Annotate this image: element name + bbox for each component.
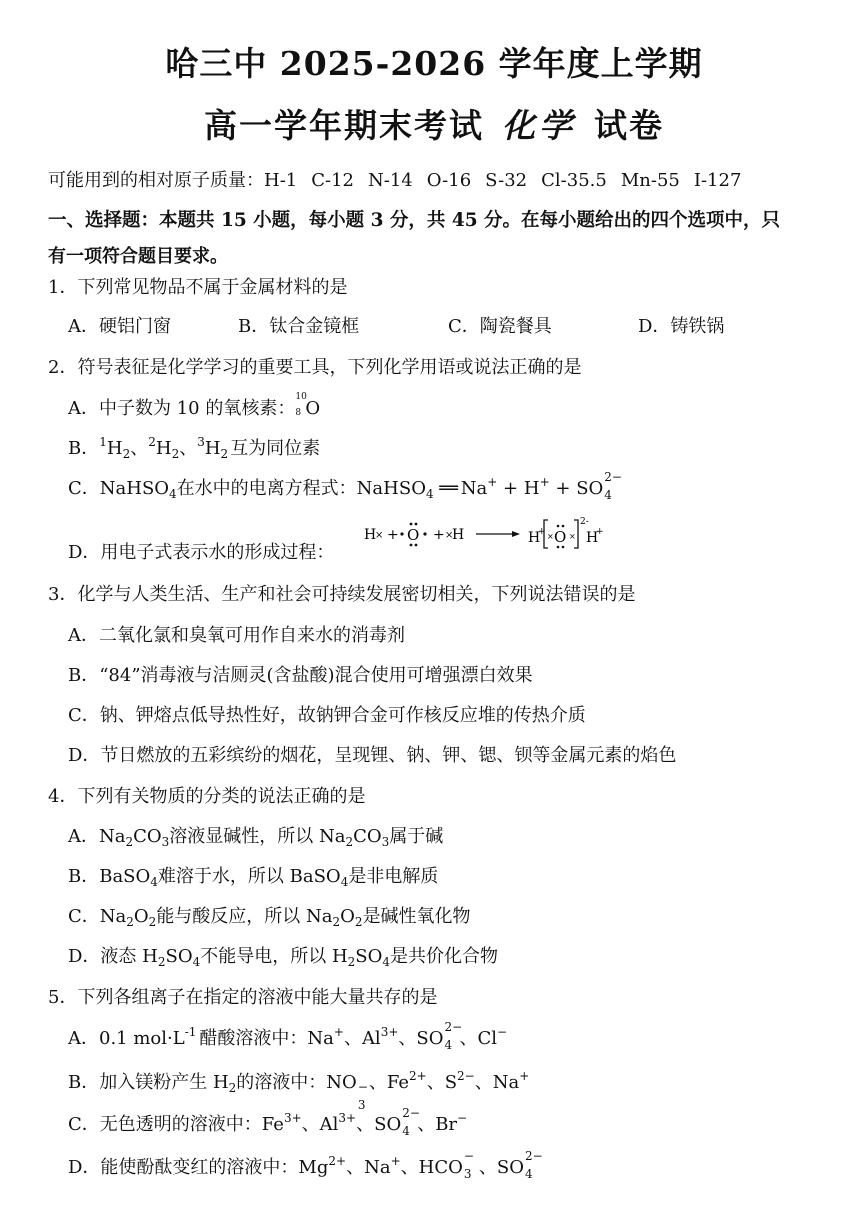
title-subject: 化学 [502,106,576,145]
charge: + [487,475,498,489]
svg-text:×: × [547,532,554,541]
charge: + [538,527,546,537]
formula: C．Na [68,906,127,927]
mass-item: C-12 [311,170,354,191]
ion-al: Al [361,1028,381,1049]
mass-number: 2 [148,435,156,449]
charge: − [357,1080,368,1094]
subscript: 4 [169,487,177,501]
separator: 、 [368,1072,387,1093]
ion-cl: Cl [477,1028,498,1049]
option-b[interactable]: B．“84”消毒液与洁厕灵(含盐酸)混合使用可增强漂白效果 [68,665,533,686]
subscript: 2 [126,915,134,929]
svg-text:+: + [387,527,399,543]
charge: + [539,475,550,489]
option-b-text: 难溶于水，所以 BaSO [157,866,341,887]
section-heading-line1: 一、选择题：本题共 15 小题，每小题 3 分，共 45 分。在每小题给出的四个选项中，只 [48,210,781,231]
option-a[interactable] [68,1020,508,1052]
option-label: B． [68,438,100,459]
charge: 2+ [408,1069,427,1083]
subscript: 3 [381,835,390,849]
subscript: 2 [228,1081,237,1095]
formula: O [340,906,355,927]
option-c[interactable] [68,470,622,502]
formula: C．NaHSO [68,478,170,499]
option-b[interactable] [68,1068,530,1112]
atomic-masses-label: 可能用到的相对原子质量： [48,170,264,191]
subscript: 2 [157,955,166,969]
mass-item: H-1 [264,170,298,191]
subscript: 4 [444,1038,453,1052]
element-symbol: H [204,438,221,459]
charge: + [596,527,604,537]
exam-title-course [0,100,868,147]
mass-item: I-127 [693,170,742,191]
charge: + [519,1069,530,1083]
separator: 、 [426,1072,445,1093]
separator: 、 [346,1157,365,1178]
separator: 、 [130,438,149,459]
option-c[interactable]: C．陶瓷餐具 [448,316,552,337]
option-a-text: A．0.1 mol·L [68,1028,185,1049]
subscript: 4 [150,875,158,889]
element-symbol: H [155,438,172,459]
exam-title-school: 哈三中 2025-2026 学年度上学期 [165,44,703,83]
charge: 2+ [328,1154,347,1168]
subscript: 4 [192,955,201,969]
plus-sign: + [555,478,571,499]
option-b[interactable] [68,434,320,461]
option-a[interactable] [68,822,443,849]
charge: 3+ [338,1111,357,1125]
svg-text:×: × [375,530,384,541]
formula: SO [374,1114,402,1135]
separator: 、 [474,1072,493,1093]
exponent: -1 [184,1025,197,1039]
option-d[interactable]: D．节日燃放的五彩缤纷的烟花，呈现锂、钠、钾、锶、钡等金属元素的焰色 [68,745,677,766]
option-c[interactable] [68,902,471,929]
equals-sign: ══ [439,478,456,499]
subscript: 3 [161,835,170,849]
separator: 、 [478,1157,497,1178]
ion-br: Br [435,1114,458,1135]
mass-item: O-16 [426,170,472,191]
formula: SO [165,946,193,967]
subscript: 2 [345,835,354,849]
option-a[interactable] [68,394,320,420]
subscript: 4 [604,488,612,502]
option-b[interactable] [68,862,438,889]
charge: − [497,1025,508,1039]
question-3-stem: 3．化学与人类生活、生产和社会可持续发展密切相关，下列说法错误的是 [48,584,636,605]
separator: 、 [343,1028,362,1049]
ion-s: S [444,1072,458,1093]
mass-number: 1 [99,435,107,449]
option-b-text: 的溶液中：NO [236,1072,357,1093]
plus-sign: + [503,478,519,499]
subscript: 2 [148,915,157,929]
subscript: 4 [382,955,391,969]
option-d[interactable]: D．铸铁锅 [638,316,725,337]
subscript: 2 [125,835,134,849]
formula: SO [416,1028,444,1049]
element-symbol: H [106,438,123,459]
option-d[interactable] [68,942,498,969]
option-a-text: 溶液显碱性，所以 Na [169,826,346,847]
nuclide-notation [295,392,307,418]
option-d-text: D．用电子式表示水的形成过程： [68,542,335,563]
separator: 、 [459,1028,478,1049]
formula: O [133,906,149,927]
option-b[interactable]: B．钛合金镜框 [238,316,360,337]
option-d-text: 是共价化合物 [390,946,499,967]
oxide-ion: O [554,528,567,546]
option-d-text: D．能使酚酞变红的溶液中：Mg [68,1157,329,1178]
option-c-text: C．无色透明的溶液中：Fe [68,1114,284,1135]
subscript: 2 [220,447,229,461]
subscript: 3 [357,1098,366,1112]
separator: 、 [301,1114,320,1135]
mass-number: 3 [197,435,205,449]
ion-sulfate [496,1149,543,1181]
mass-number: 10 [295,392,307,402]
question-2-stem: 2．符号表征是化学学习的重要工具，下列化学用语或说法正确的是 [48,357,582,378]
option-d[interactable] [68,538,334,564]
subscript: 4 [340,875,349,889]
element-symbol: O [305,398,321,419]
formula: CO [353,826,382,847]
option-c[interactable]: C．钠、钾熔点低导热性好，故钠钾合金可作核反应堆的传热介质 [68,705,586,726]
svg-text:×: × [445,530,454,541]
ion-sulfate [416,1020,463,1052]
subscript: 2 [171,447,180,461]
option-a[interactable]: A．硬铝门窗 [68,316,171,337]
ion-na: Na [460,478,488,499]
separator: 、 [179,438,198,459]
charge: 3+ [283,1111,302,1125]
option-d-text: D．液态 H [68,946,158,967]
option-b-text: 是非电解质 [348,866,439,887]
option-c-text: 能与酸反应，所以 Na [156,906,333,927]
charge: + [390,1154,401,1168]
option-c-text: 是碱性氧化物 [362,906,471,927]
electron-dot-diagram [360,512,630,556]
subscript: 2 [347,955,356,969]
separator: 、 [417,1114,436,1135]
title-suffix: 试卷 [594,106,664,145]
formula: SO [576,478,604,499]
option-b-text: B．加入镁粉产生 H [68,1072,229,1093]
option-a-text: A．中子数为 10 的氧核素： [68,398,296,419]
title-prefix: 高一学年期末考试 [204,106,484,145]
separator: 、 [356,1114,375,1135]
option-a-text: 属于碱 [389,826,444,847]
ion-na: Na [492,1072,520,1093]
formula: A．Na [68,826,126,847]
charge: 2− [402,1106,420,1120]
question-4-stem: 4．下列有关物质的分类的说法正确的是 [48,786,366,807]
oxygen-atom: O [407,526,420,544]
option-d-text: 不能导电，所以 H [200,946,348,967]
option-a[interactable]: A．二氧化氯和臭氧可用作自来水的消毒剂 [68,625,405,646]
ion-na: Na [364,1157,391,1178]
question-1-stem: 1．下列常见物品不属于金属材料的是 [48,277,348,298]
mass-item: N-14 [368,170,413,191]
question-5-stem: 5．下列各组离子在指定的溶液中能大量共存的是 [48,987,438,1008]
option-b-text: 互为同位素 [230,438,321,459]
charge: + [333,1025,344,1039]
hydrogen-ion: H [528,530,541,546]
option-d[interactable] [68,1149,543,1181]
charge: 2- [580,517,589,527]
subscript: 2 [332,915,341,929]
svg-text:+: + [433,527,445,543]
mass-item: Mn-55 [620,170,680,191]
charge: 2− [444,1020,463,1034]
subscript: 2 [354,915,363,929]
charge: 3+ [380,1025,399,1039]
formula: SO [496,1157,524,1178]
mass-item: Cl-35.5 [541,170,607,191]
hydrogen-ion: H [586,530,599,546]
formula: B．BaSO [68,866,151,887]
formula: SO [355,946,383,967]
charge: 2− [524,1149,543,1163]
subscript: 2 [122,447,131,461]
subscript: 4 [402,1124,410,1138]
charge: − [457,1111,468,1125]
section-heading-line2: 有一项符合题目要求。 [48,246,228,267]
ion-fe: Fe [386,1072,409,1093]
formula: CO [133,826,162,847]
subscript: 3 [463,1167,472,1181]
separator: 、 [398,1028,417,1049]
charge: 2− [604,470,622,484]
option-c-text: 在水中的电离方程式：NaHSO [176,478,426,499]
ion-sulfate [576,470,622,502]
ion-bicarbonate [418,1149,474,1181]
svg-text:×: × [569,532,576,541]
subscript: 4 [425,487,434,501]
subscript: 4 [524,1167,533,1181]
ion-h: H [523,478,540,499]
separator: 、 [400,1157,419,1178]
charge: − [463,1149,474,1163]
question-1-options [68,312,724,338]
hydrogen-atom: H [452,527,465,543]
ion-sulfate [374,1106,420,1138]
hydrogen-atom: H [364,527,377,543]
atomic-masses [48,166,755,192]
charge: 2− [457,1069,475,1083]
formula: HCO [418,1157,463,1178]
atomic-number: 8 [295,408,302,418]
ion-al: Al [319,1114,339,1135]
mass-item: S-32 [485,170,528,191]
option-c[interactable] [68,1106,468,1138]
option-a-text: 醋酸溶液中：Na [199,1028,334,1049]
